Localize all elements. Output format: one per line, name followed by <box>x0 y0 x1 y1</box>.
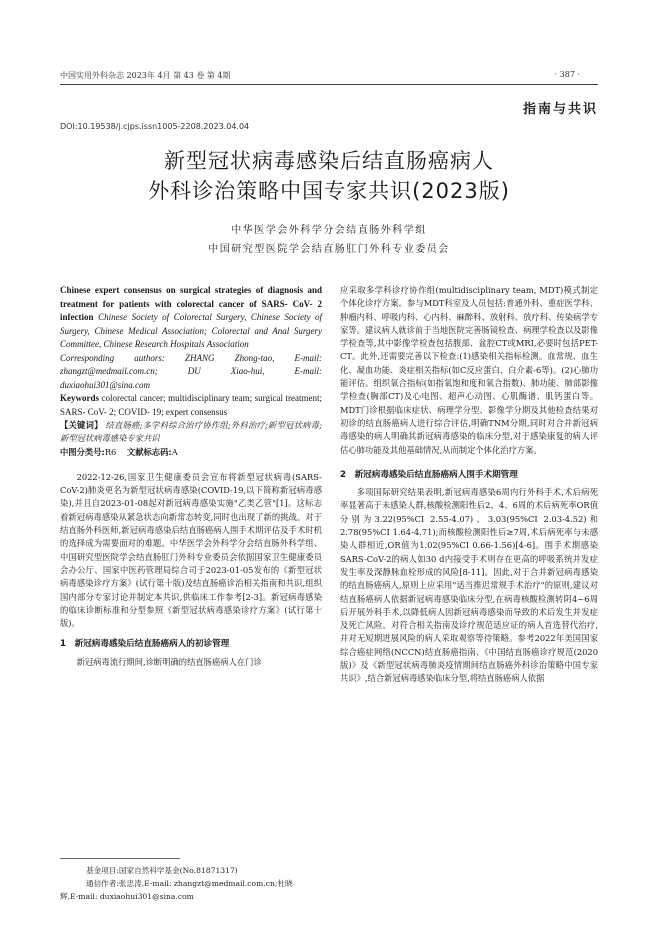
classification <box>60 446 322 459</box>
left-column <box>60 284 322 669</box>
fund-info: 基金项目:国家自然科学基金(No.81871317) <box>86 866 238 875</box>
right-paragraph-1: 应采取多学科诊疗协作组(multidisciplinary team, MDT)模式制定个体化诊疗方案。参与MDT科室及人员包括:普通外科、重症医学科、肿瘤内科、呼吸内科、心内科、麻醉科、放射科、放疗科、传染病学专家等。建议病人就诊前于当地医院完善肠镜检查、病理学检查以及影像学检查等,其中影像学检查包括腹部、盆腔CT或MRI,必要时包括PET-CT。此外,还需要完善以下检查:(1)感染相关指标检测。血常规、血生化、凝血功能、炎症相关指标(如C反应蛋白、白介素-6等)。(2)心肺功能评估。组织氧合指标(如指氧饱和度和氧合指数)、肺功能、肺部影像学检查(胸部CT)及心电图、超声心动图、心肌酶谱、肌钙蛋白等。MDT门诊根据临床症状、病理学分型、影像学分期及其他检查结果对初诊的结直肠癌病人进行综合评估,明确TNM分期,同时对合并新冠病毒感染的病人明确其新冠病毒感染的临床分型,对于感染康复的病人评估心肺功能及其他基础情况,从而制定个体化治疗方案。 <box>340 285 598 455</box>
right-column <box>340 284 598 686</box>
intro-paragraph: 2022-12-26,国家卫生健康委员会宣布将新型冠状病毒(SARS-CoV-2)肺炎更名为新型冠状病毒感染(COVID-19,以下简称新冠病毒感染),并且自2023-01-08起对新冠病毒感染实施"乙类乙管"[1]。这标志着新冠病毒感染从紧急状态向新常态转变,同时也出现了新的挑战。对于结直肠外科医师,新冠病毒感染后结直肠癌病人围手术期评估及手术时机的选择成为需要面对的难题。中华医学会外科学分会结直肠外科学组、中国研究型医院学会结直肠肛门外科专业委员会依据国家卫生健康委员会办公厅、国家中医药管理局综合司于2023-01-05发布的《新型冠状病毒感染诊疗方案》(试行第十版)及结直肠癌诊治相关指南和共识,组织国内部分专家讨论并制定本共识,供临床工作参考[2-3]。新冠病毒感染的临床诊断标准和分型参照《新型冠状病毒感染诊疗方案》(试行第十版)。 <box>60 471 322 629</box>
header-rule <box>60 84 598 85</box>
correspondence-line-1: 通信作者:张忠涛,E-mail: zhangzt@medmail.com.cn;杜晓 <box>86 879 293 888</box>
section-2-heading: 2 新冠病毒感染后结直肠癌病人围手术期管理 <box>340 469 518 480</box>
right-paragraph-2: 多项国际研究结果表明,新冠病毒感染6周内行外科手术,术后病死率显著高于未感染人群,核酸检测阳性后2、4、6周的术后病死率OR值分别为3.22(95%CI 2.55-4.07)、3.03(95%CI 2.03-4.52)和2.78(95%CI 1.64-4.71);而核酸检测阳性后≥7周,术后病死率与未感染人群相近,OR值为1.02(95%CI 0.66-1.56)[4-6]。围手术期感染SARS-CoV-2的病人如30 d内接受手术则存在更高的呼吸系统并发症发生率及深静脉血栓形成的风险[8-11]。因此,对于合并新冠病毒感染的结直肠癌病人,原则上应采用"适当推迟常规手术治疗"的原则,建议对结直肠癌病人依据新冠病毒感染临床分型,在病毒核酸检测转阴4~6周后开展外科手术,以降低病人因新冠病毒感染而导致的术后发生并发症及死亡风险。对符合相关指南及诊疗规范适应证的病人首选替代治疗,并对无短期进展风险的病人采取观察等待策略。参考2022年美国国家综合癌症网络(NCCN)结直肠癌指南、《中国结直肠癌诊疗规范(2020版)》及《新型冠状病毒肺炎疫情期间结直肠癌外科诊治策略中国专家共识》,结合新冠病毒感染临床分型,将结直肠癌病人依据 <box>340 487 598 684</box>
chinese-keywords <box>60 419 322 446</box>
section-1-paragraph: 新冠病毒流行期间,诊断明确的结直肠癌病人在门诊 <box>76 656 262 667</box>
chinese-keywords-label: 【关键词】 <box>60 420 103 430</box>
footnote-rule <box>60 858 180 859</box>
section-1-heading: 1 新冠病毒感染后结直肠癌病人的初诊管理 <box>60 639 230 650</box>
doc-code-value: A <box>171 446 178 457</box>
doi: DOI:10.19538/j.cjps.issn1005-2208.2023.04.04 <box>60 122 250 131</box>
footnote <box>60 864 322 903</box>
clc-label: 中图分类号: <box>60 446 105 457</box>
english-abstract <box>60 284 322 419</box>
chinese-keywords-text: 结直肠癌;多学科综合治疗协作组;外科治疗;新型冠状病毒;新型冠状病毒感染专家共识 <box>60 420 322 444</box>
page-number: · 387 · <box>554 70 580 79</box>
title-line-2: 外科诊治策略中国专家共识(2023版) <box>148 179 510 203</box>
journal-info: 中国实用外科杂志 2023年 4月 第 43 卷 第 4期 <box>60 71 231 80</box>
keywords-label: Keywords <box>60 393 99 403</box>
title-line-1: 新型冠状病毒感染后结直肠癌病人 <box>164 149 494 173</box>
correspondence-line-2: 辉,E-mail: duxiaohui301@sina.com <box>60 892 194 901</box>
author-org-1: 中华医学会外科学分会结直肠外科学组 <box>231 225 427 236</box>
clc-value: R6 <box>104 446 117 457</box>
english-keywords: colorectal cancer; multidisciplinary team; surgical treatment; SARS- CoV- 2; COVID- 19; expert consensus <box>60 393 323 417</box>
corresponding-authors: Corresponding authors: ZHANG Zhong-tao, E-mail: zhangzt@medmail.com.cn; DU Xiao-hui, E-mail: duxiaohui301@sina.com <box>60 352 322 390</box>
english-title: Chinese expert consensus on surgical strategies of diagnosis and treatment for patients with colorectal cancer of SARS- CoV- 2 infection <box>60 285 322 322</box>
running-header <box>60 70 580 81</box>
author-org-2: 中国研究型医院学会结直肠肛门外科专业委员会 <box>208 244 450 255</box>
english-societies: Chinese Society of Colorectal Surgery, Chinese Society of Surgery, Chinese Medical Association; Colorectal and Anal Surgery Committee, Chinese Research Hospitals Association <box>60 312 322 349</box>
section-tag: 指南与共识 <box>522 102 598 117</box>
doc-code-label: 文献标志码: <box>126 446 172 457</box>
